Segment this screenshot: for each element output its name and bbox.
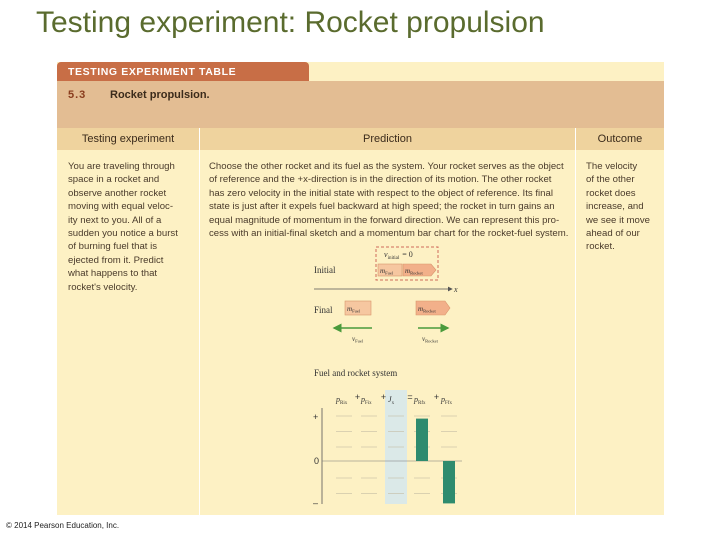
bar-chart-term-label: $p_{Fix}$ <box>361 395 372 406</box>
initial-label: Initial <box>314 265 336 275</box>
v-rocket-label: $v_{Rocket}$ <box>422 335 438 344</box>
column-header-experiment: Testing experiment <box>57 128 199 150</box>
bar-chart-equals-sign: = <box>407 392 413 402</box>
experiment-text-line: what happens to that <box>68 268 158 280</box>
outcome-text-line: rocket. <box>586 241 615 253</box>
final-label: Final <box>314 305 333 315</box>
copyright-footer: © 2014 Pearson Education, Inc. <box>6 521 120 530</box>
y-axis-plus-label: + <box>313 412 319 422</box>
outcome-text-line: of the other <box>586 174 635 186</box>
prediction-cell <box>209 160 573 240</box>
experiment-text-line: space in a rocket and <box>68 174 160 186</box>
y-axis-zero-label: 0 <box>314 456 320 466</box>
column-divider <box>575 128 576 515</box>
bar-chart-title: Fuel and rocket system <box>314 368 398 378</box>
column-header-outcome: Outcome <box>576 128 664 150</box>
experiment-text-line: sudden you notice a burst <box>68 228 178 240</box>
bar-chart-term-label: $p_{Rfx}$ <box>414 395 426 406</box>
momentum-bar-pFfx <box>443 461 455 503</box>
prediction-text-line: cess with an initial-final sketch and a momentum bar chart for the rocket-fuel system. <box>209 228 569 240</box>
experiment-text-line: moving with equal veloc- <box>68 201 174 213</box>
final-fuel-mass: $m_{Fuel}$ <box>347 305 361 314</box>
momentum-bar-chart <box>308 386 468 508</box>
outcome-text-line: increase, and <box>586 201 644 213</box>
bar-chart-term-label: $J_x$ <box>388 395 395 406</box>
bar-chart-plus-sign: + <box>433 392 440 402</box>
table-tab-label: TESTING EXPERIMENT TABLE <box>57 62 309 81</box>
experiment-cell <box>68 160 196 294</box>
outcome-text-line: The velocity <box>586 161 638 172</box>
column-header-prediction: Prediction <box>200 128 575 150</box>
y-axis-minus-label: – <box>313 498 319 508</box>
column-divider <box>199 128 200 515</box>
final-rocket-mass: $m_{Rocket}$ <box>418 305 436 314</box>
v-initial-label: $v_{initial} = 0$ <box>384 250 413 261</box>
experiment-text-line: rocket's velocity. <box>68 281 138 293</box>
bar-chart-plus-sign: + <box>380 392 387 402</box>
outcome-text-line: we see it move <box>586 214 650 226</box>
outcome-cell <box>586 160 662 254</box>
experiment-text-line: observe another rocket <box>68 187 167 199</box>
table-title: Rocket propulsion. <box>110 89 210 101</box>
initial-rocket-mass: $m_{Rocket}$ <box>405 267 423 276</box>
bar-chart-term-label: $p_{Rix}$ <box>336 395 348 406</box>
prediction-text-line: Choose the other rocket and its fuel as the system. Your rocket serves as the object <box>209 161 564 172</box>
outcome-text-line: rocket does <box>586 187 636 199</box>
momentum-bar-pRfx <box>416 419 428 461</box>
experiment-text-line: of burning fuel that is <box>68 241 158 253</box>
experiment-text-line: ejected from it. Predict <box>68 254 164 266</box>
table-number: 5.3 <box>68 89 87 101</box>
table-header-band <box>57 81 664 128</box>
slide-title: Testing experiment: Rocket propulsion <box>36 6 545 39</box>
x-axis-label: x <box>454 285 458 294</box>
initial-fuel-mass: $m_{Fuel}$ <box>380 267 394 276</box>
initial-final-sketch <box>300 240 470 348</box>
prediction-text-line: state is just after it expels fuel backward at high speed; the rocket in turn gains an <box>209 201 555 213</box>
prediction-text-line: equal magnitude of momentum in the forward direction. We can represent this pro- <box>209 214 560 226</box>
experiment-text-line: You are traveling through <box>68 161 175 172</box>
prediction-text-line: has zero velocity in the initial state with respect to the object of reference. Its final <box>209 187 553 199</box>
v-fuel-label: $v_{Fuel}$ <box>352 335 364 344</box>
prediction-text-line: of reference and the +x-direction is in the direction of its motion. The other rocket <box>209 174 552 186</box>
bar-chart-term-label: $p_{Ffx}$ <box>441 395 452 406</box>
bar-chart-plus-sign: + <box>354 392 361 402</box>
experiment-text-line: ity next to you. All of a <box>68 214 162 226</box>
outcome-text-line: ahead of our <box>586 228 640 240</box>
